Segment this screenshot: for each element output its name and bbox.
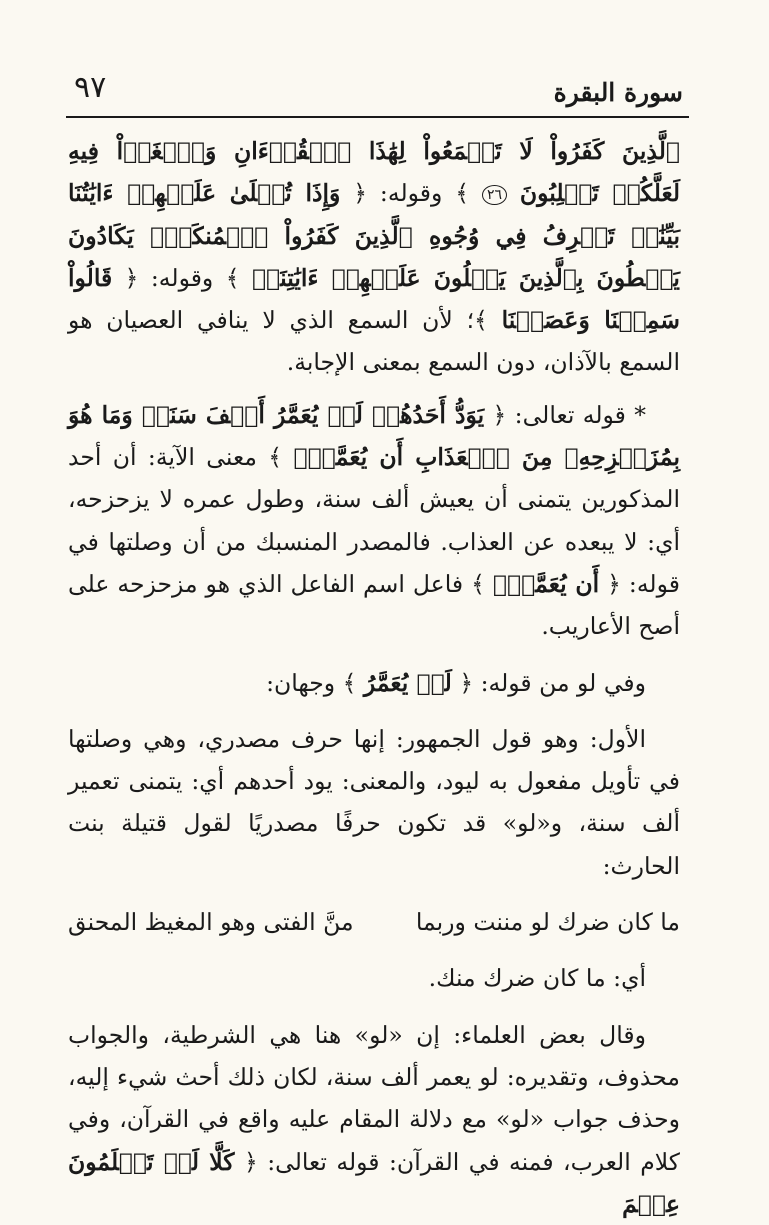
poem-first-hemistich: ما كان ضرك لو مننت وربما [415,908,680,937]
quote-open-bracket: ﴿ [353,179,368,208]
body-text: وقوله: [138,263,226,292]
quote-open-bracket: ﴿ [492,400,507,429]
quote-open-bracket: ﴿ [243,1147,258,1176]
body-text: وفي لو من قوله: [473,668,646,697]
quran-quote: لَوۡ يُعَمَّرُ [363,668,452,697]
quote-close-bracket: ﴾ [342,668,357,697]
paragraph-1 [68,130,680,384]
body-text: فاعل اسم الفاعل الذي هو مزحزحه على أصح الأعاريب. [68,569,680,641]
poem-verse [68,901,680,943]
quote-open-bracket: ﴿ [124,263,139,292]
body-text: وقوله: [367,179,456,208]
quran-quote: يَوَدُّ أَحَدُهُمۡ لَوۡ يُعَمَّرُ أَلۡفَ سَنَةٖ وَمَا هُوَ بِمُزَحۡزِحِهِۦ مِنَ ٱلۡعَذَابِ أَن يُعَمَّرَۗ [68,400,680,472]
paragraph-5: أي: ما كان ضرك منك. [428,964,646,993]
star-marker: * [625,400,646,429]
body-text: ؛ لأن السمع الذي لا ينافي العصيان هو السمع بالآذان، دون السمع بمعنى الإجابة. [68,306,680,377]
quran-quote: كَلَّا لَوۡ تَعۡلَمُونَ عِلۡمَ [68,1147,680,1218]
quran-quote: قَالُواْ سَمِعۡنَا وَعَصَيۡنَا [68,263,680,335]
ayah-number: ٢٦ [482,185,507,205]
page-number: ٩٧ [74,70,107,105]
poem-second-hemistich: منَّ الفتى وهو المغيظ المحنق [68,908,354,937]
paragraph-3 [68,662,680,704]
page-body [68,130,680,1225]
quote-close-bracket: ﴾ [474,306,488,335]
body-text: قوله تعالى: [506,400,626,429]
quote-close-bracket: ﴾ [268,443,283,472]
quran-quote: أَن يُعَمَّرَۗ [492,569,600,598]
body-text: معنى الآية: أن أحد المذكورين يتمنى أن يعيش ألف سنة، وطول عمره لا يزحزحه، أي: لا يبعده عن العذاب. فالمصدر المنسبك من أن وصلتها في قوله: [68,443,680,598]
quran-quote: وَإِذَا تُتۡلَىٰ عَلَيۡهِمۡ ءَايَٰتُنَا بَيِّنَٰتٖ تَعۡرِفُ فِي وُجُوهِ ٱلَّذِينَ كَفَرُواْ ٱلۡمُنكَرَۖ يَكَادُونَ يَسۡطُونَ بِٱلَّذِينَ يَتۡلُونَ عَلَيۡهِمۡ ءَايَٰتِنَاۗ [68,179,680,292]
quote-close-bracket: ﴾ [455,179,470,208]
quote-close-bracket: ﴾ [471,569,485,598]
quote-close-bracket: ﴾ [225,263,240,292]
quote-open-bracket: ﴿ [459,668,474,697]
paragraph-4: الأول: وهو قول الجمهور: إنها حرف مصدري، وهي وصلتها في تأويل مفعول به ليود، والمعنى: يود أحدهم أي: يتمنى تعمير ألف سنة، و«لو» قد تكون حرفًا مصدريًا لقول قتيلة بنت الحارث: [68,724,680,880]
surah-title: سورة البقرة [553,78,683,107]
running-head [66,64,689,118]
paragraph-2 [68,394,680,648]
paragraph-6 [68,1014,680,1225]
body-text: وقال بعض العلماء: إن «لو» هنا هي الشرطية، والجواب محذوف، وتقديره: لو يعمر ألف سنة، لكان ذلك أحث شيء إليه، وحذف جواب «لو» مع دلالة المقام عليه واقع في القرآن، وفي كلام العرب، فمنه في القرآن: قوله تعالى: [68,1020,680,1176]
quran-quote: ٱلَّذِينَ كَفَرُواْ لَا تَسۡمَعُواْ لِهَٰذَا ٱلۡقُرۡءَانِ وَٱلۡغَوۡاْ فِيهِ لَعَلَّكُمۡ تَغۡلِبُونَ [68,137,680,208]
quote-open-bracket: ﴿ [607,569,621,598]
body-text: وجهان: [266,668,343,697]
